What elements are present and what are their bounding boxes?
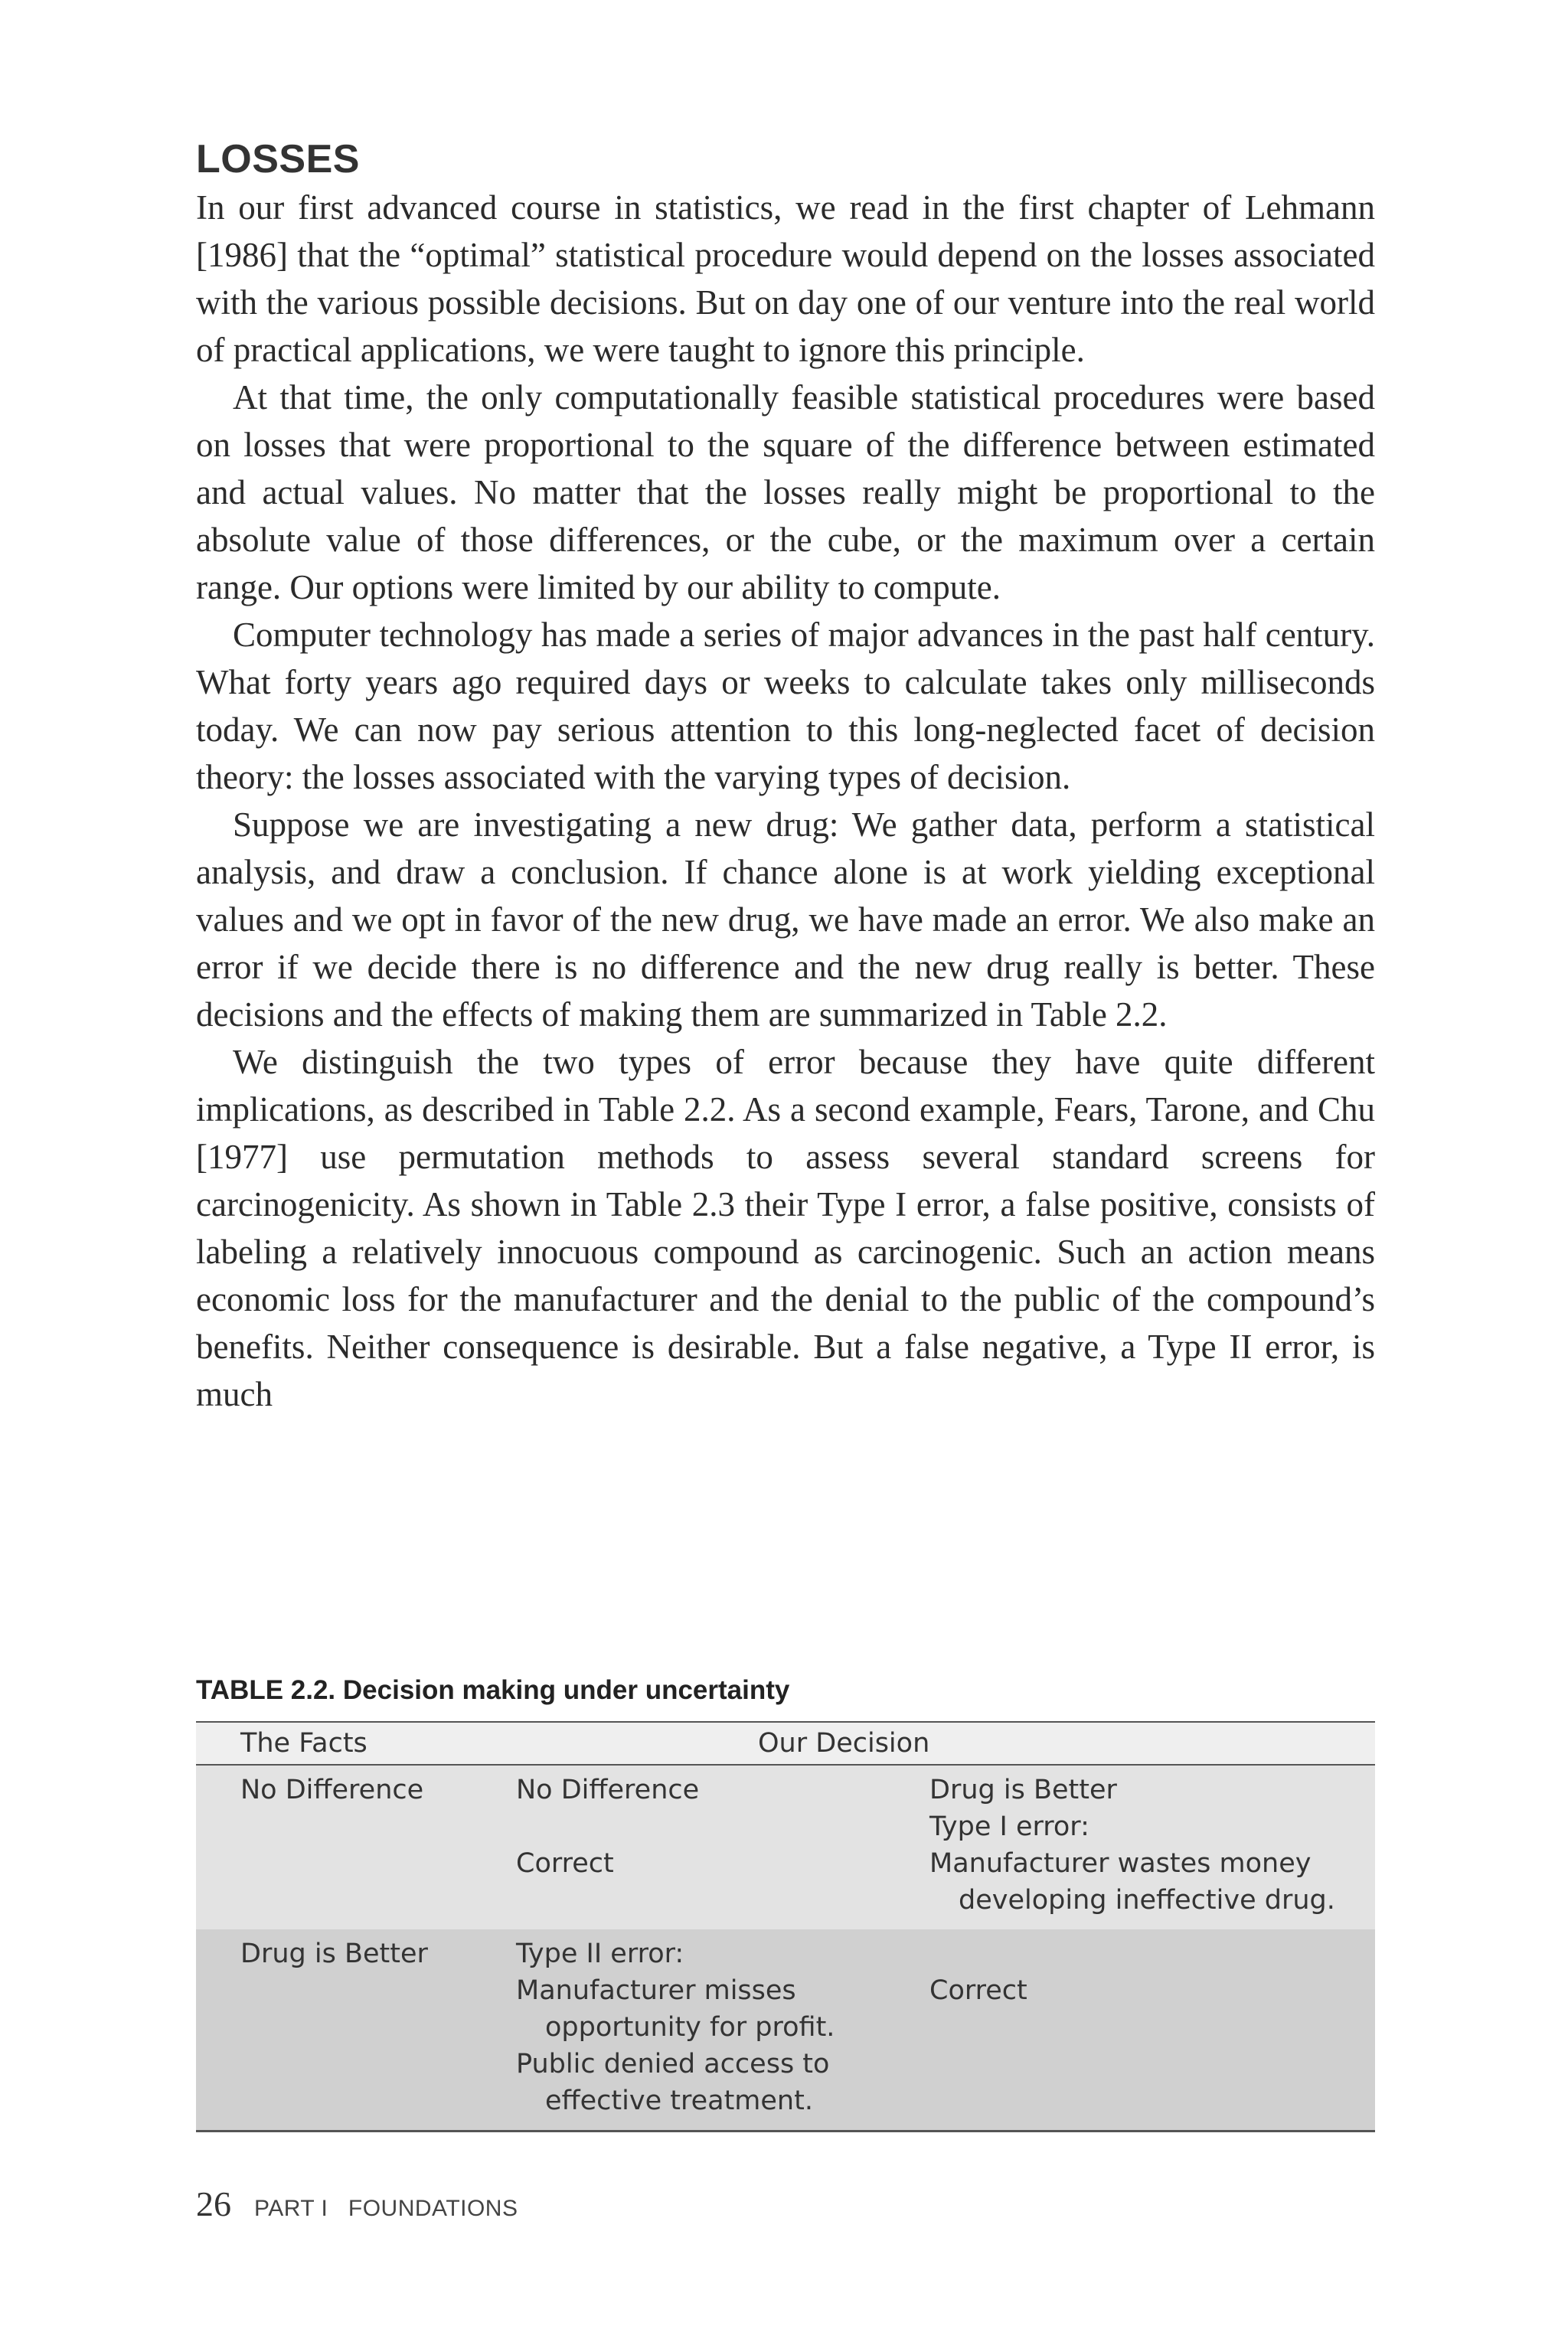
decision-table-block <box>196 1674 1375 2132</box>
table-row <box>196 1929 1375 2132</box>
table-caption: TABLE 2.2. Decision making under uncertainty <box>196 1675 790 1705</box>
row1-col2 <box>516 1765 929 1929</box>
row2-col3-spacer <box>929 1936 1375 1972</box>
table-row <box>196 1765 1375 1929</box>
row2-facts <box>196 1929 516 2132</box>
decision-table <box>196 1721 1375 2132</box>
paragraph-2: At that time, the only computationally feasible statistical procedures were based on losses that were proportional to the square of the difference between estimated and actual values. No matter that the losses really might be proportional to the absolute value of those differences, or the cube, or the maximum over a certain range. Our options were limited by our ability to compute. <box>196 378 1375 606</box>
page-footer <box>196 2184 518 2224</box>
paragraph-3: Computer technology has made a series of major advances in the past half century. What forty years ago required days or weeks to calculate takes only milliseconds today. We can now pay serious attention to this long-neglected facet of decision theory: the losses associated with the varying types of decision. <box>196 616 1375 796</box>
row2-col3 <box>929 1929 1375 2132</box>
row1-col3-line1: Drug is Better <box>929 1775 1117 1805</box>
row1-col2-spacer <box>516 1808 929 1845</box>
row1-facts <box>196 1765 516 1929</box>
row1-col3 <box>929 1765 1375 1929</box>
header-our-decision: Our Decision <box>758 1728 930 1759</box>
paragraph-4: Suppose we are investigating a new drug: We gather data, perform a statistical analysis, and draw a conclusion. If chance alone is at work yielding exceptional values and we opt in favor of the new drug, we have made an error. We also make an error if we decide there is no difference and the new drug really is better. These decisions and the effects of making them are summarized in Table 2.2. <box>196 805 1375 1034</box>
row1-col3-line4: developing ineffective drug. <box>959 1885 1335 1916</box>
section-heading: LOSSES <box>196 137 360 181</box>
row1-facts-text: No Difference <box>240 1775 424 1805</box>
row2-facts-text: Drug is Better <box>240 1939 428 1969</box>
row1-col2-line1: No Difference <box>516 1775 700 1805</box>
row2-col3-line1: Correct <box>929 1975 1027 2006</box>
paragraph-1: In our first advanced course in statistics, we read in the first chapter of Lehmann [1986] that the “optimal” statistical procedure would depend on the losses associated with the various possible decisions. But on day one of our venture into the real world of practical applications, we were taught to ignore this principle. <box>196 188 1375 369</box>
paragraph-5: We distinguish the two types of error because they have quite different implications, as described in Table 2.2. As a second example, Fears, Tarone, and Chu [1977] use permutation methods to assess several standard screens for carcinogenicity. As shown in Table 2.3 their Type I error, a false positive, consists of labeling a relatively innocuous compound as carcinogenic. Such an action means economic loss for the manufacturer and the denial to the public of the compound’s benefits. Neither consequence is desirable. But a false negative, a Type II error, is much <box>196 1043 1375 1413</box>
row2-col2-line1: Type II error: <box>516 1939 684 1969</box>
table-header-row <box>196 1722 1375 1765</box>
header-the-facts: The Facts <box>240 1728 368 1759</box>
row2-col2-line4: Public denied access to <box>516 2049 830 2079</box>
page-number: 26 <box>196 2184 231 2223</box>
row2-col2 <box>516 1929 929 2132</box>
row1-col2-line2: Correct <box>516 1848 614 1879</box>
row2-col2-line3: opportunity for profit. <box>545 2012 835 2043</box>
row1-col3-line3: Manufacturer wastes money <box>929 1848 1312 1879</box>
row2-col2-line2: Manufacturer misses <box>516 1975 796 2006</box>
page-body <box>196 135 1375 1418</box>
row1-col3-line2: Type I error: <box>929 1811 1089 1842</box>
row2-col2-line5: effective treatment. <box>545 2086 813 2116</box>
running-head: PART I FOUNDATIONS <box>254 2196 518 2221</box>
